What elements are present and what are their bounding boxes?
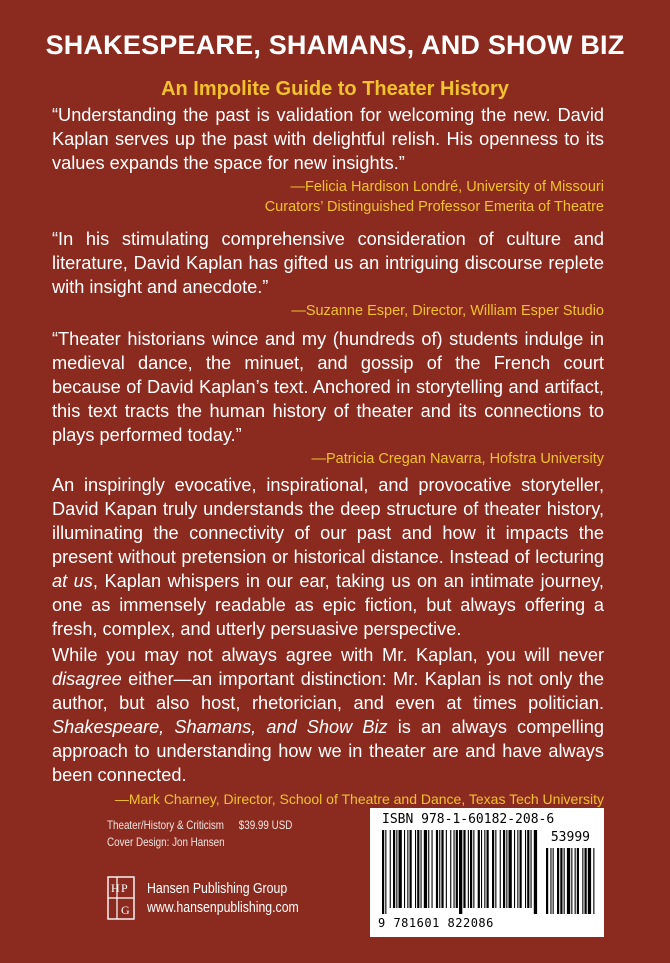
svg-text:P: P xyxy=(121,881,128,895)
barcode-bar xyxy=(514,830,515,908)
barcode-bar xyxy=(432,830,433,908)
barcode-bar xyxy=(478,830,480,908)
review-paragraph-final xyxy=(52,643,604,809)
publisher-block xyxy=(107,876,332,920)
barcode-bar xyxy=(436,830,438,908)
isbn-text: ISBN 978-1-60182-208-6 xyxy=(382,812,555,827)
barcode-bar xyxy=(577,848,579,914)
barcode-bar xyxy=(534,830,537,914)
barcode-bar xyxy=(446,830,447,908)
text-italic: Shakespeare, Shamans, and Show Biz xyxy=(52,717,388,737)
barcode-bar xyxy=(396,830,397,908)
svg-text:H: H xyxy=(111,881,120,895)
attribution-line: —Felicia Hardison Londré, University of Missouri xyxy=(290,179,604,195)
barcode-bar xyxy=(441,830,443,908)
barcode-bar xyxy=(517,830,518,908)
barcode-digits: 9 781601 822086 xyxy=(378,916,494,930)
isbn-barcode xyxy=(370,808,604,937)
barcode-bar xyxy=(382,830,384,914)
barcode-bar xyxy=(585,848,587,914)
barcode-bar xyxy=(495,830,496,908)
barcode-bar xyxy=(553,848,554,914)
barcode-bar xyxy=(531,830,532,908)
price: $39.99 USD xyxy=(238,818,293,832)
barcode-bar xyxy=(503,830,505,908)
barcode-bar xyxy=(564,848,565,914)
barcode-bar xyxy=(463,830,465,908)
barcode-bar xyxy=(450,830,451,908)
barcode-bar xyxy=(439,830,440,908)
text: , Kaplan whispers in our ear, taking us on an intimate journey, one as immensely readable as epic fiction, but always offering a fresh, complex, and utterly persuasive perspective. xyxy=(52,571,604,639)
text-italic: disagree xyxy=(52,669,122,689)
blurb-1 xyxy=(52,103,604,217)
blurb-quote: “Understanding the past is validation for welcoming the new. David Kaplan serves up the past with delightful relish. His openness to its values expands the space for new insights.” xyxy=(52,105,604,173)
barcode-bar xyxy=(593,848,594,914)
barcode-bar xyxy=(506,830,507,908)
review-paragraph xyxy=(52,473,604,641)
book-meta xyxy=(107,817,292,851)
barcode-bar xyxy=(582,848,583,914)
attribution-line: —Suzanne Esper, Director, William Esper Studio xyxy=(291,303,604,319)
blurb-quote: “In his stimulating comprehensive consideration of culture and literature, David Kaplan has gifted us an intriguing discourse replete with insight and anecdote.” xyxy=(52,229,604,297)
barcode-bar xyxy=(417,830,419,908)
blurb-3 xyxy=(52,327,604,469)
barcode-bar xyxy=(560,848,562,914)
barcode-bar xyxy=(575,848,576,914)
book-subtitle: An Impolite Guide to Theater History xyxy=(161,78,509,100)
barcode-bar xyxy=(527,830,529,908)
barcode-bar xyxy=(520,830,522,908)
barcode-bar xyxy=(456,830,458,908)
barcode-bar xyxy=(492,830,494,908)
barcode-bar xyxy=(399,830,402,908)
blurb-attribution xyxy=(52,449,604,469)
text: While you may not always agree with Mr. Kaplan, you will never xyxy=(52,645,604,665)
barcode-bar xyxy=(424,830,427,908)
publisher-text xyxy=(147,879,299,917)
text-italic: at us xyxy=(52,571,93,591)
attribution-line: —Patricia Cregan Navarra, Hofstra University xyxy=(311,451,604,467)
barcode-bar xyxy=(415,830,416,908)
text: An inspiringly evocative, inspirational, and provocative storyteller, David Kapan truly understands the deep structure of theater history, illuminating the connectivity of our past and how it impacts the present without pretension or historical distance. Instead of lecturing xyxy=(52,475,604,567)
barcode-bar xyxy=(410,830,412,908)
blurb-quote: “Theater historians wince and my (hundreds of) students indulge in medieval dance, the minuet, and gossip of the French court because of David Kaplan’s text. Anchored in storytelling and artifact, this text tracts the human history of theater and its connections to plays performed today.” xyxy=(52,329,604,445)
barcode-bar xyxy=(459,830,462,914)
barcode-bar xyxy=(470,830,472,908)
barcode-bar xyxy=(487,830,489,908)
barcode-bar xyxy=(509,830,512,908)
barcode-bar xyxy=(525,830,526,908)
barcode-bar xyxy=(557,848,559,914)
book-title: SHAKESPEARE, SHAMANS, AND SHOW BIZ xyxy=(45,30,625,60)
barcode-bar xyxy=(550,848,551,914)
barcode-bar xyxy=(473,830,474,908)
text: either—an important distinction: Mr. Kaplan is not only the author, but also host, rhetorician, and even at times politician. xyxy=(52,669,604,713)
attribution-line: Curators’ Distinguished Professor Emerita of Theatre xyxy=(264,199,604,215)
barcode-bar xyxy=(385,830,386,914)
barcode-bar xyxy=(567,848,570,914)
barcode-bar xyxy=(484,830,485,908)
barcode-bar xyxy=(468,830,469,908)
barcode-bar xyxy=(571,848,572,914)
barcode-bar xyxy=(390,830,391,908)
barcode-bar xyxy=(454,830,455,908)
blurb-2 xyxy=(52,227,604,321)
publisher-url[interactable]: www.hansenpublishing.com xyxy=(147,899,299,916)
publisher-logo-icon xyxy=(107,876,135,920)
blurb-attribution: —Mark Charney, Director, School of Theatre and Dance, Texas Tech University xyxy=(114,791,604,807)
barcode-bar xyxy=(500,830,501,908)
category: Theater/History & Criticism xyxy=(107,818,225,832)
svg-text:G: G xyxy=(121,903,130,917)
text: is an always compelling approach to understanding how we in theater are and have always been connected. xyxy=(52,717,604,785)
barcode-bar xyxy=(404,830,405,908)
barcode-bar xyxy=(393,830,395,908)
barcode-bar xyxy=(428,830,429,908)
barcode-bar xyxy=(481,830,482,908)
blurb-attribution xyxy=(52,177,604,217)
price-addon-code: 53999 xyxy=(550,830,590,845)
barcode-bar xyxy=(407,830,408,908)
barcode-bar xyxy=(421,830,422,908)
barcode-bar xyxy=(546,848,548,914)
barcode-bar xyxy=(588,848,591,914)
publisher-name: Hansen Publishing Group xyxy=(147,880,288,897)
cover-design-credit: Cover Design: Jon Hansen xyxy=(107,835,225,849)
blurb-attribution xyxy=(52,301,604,321)
